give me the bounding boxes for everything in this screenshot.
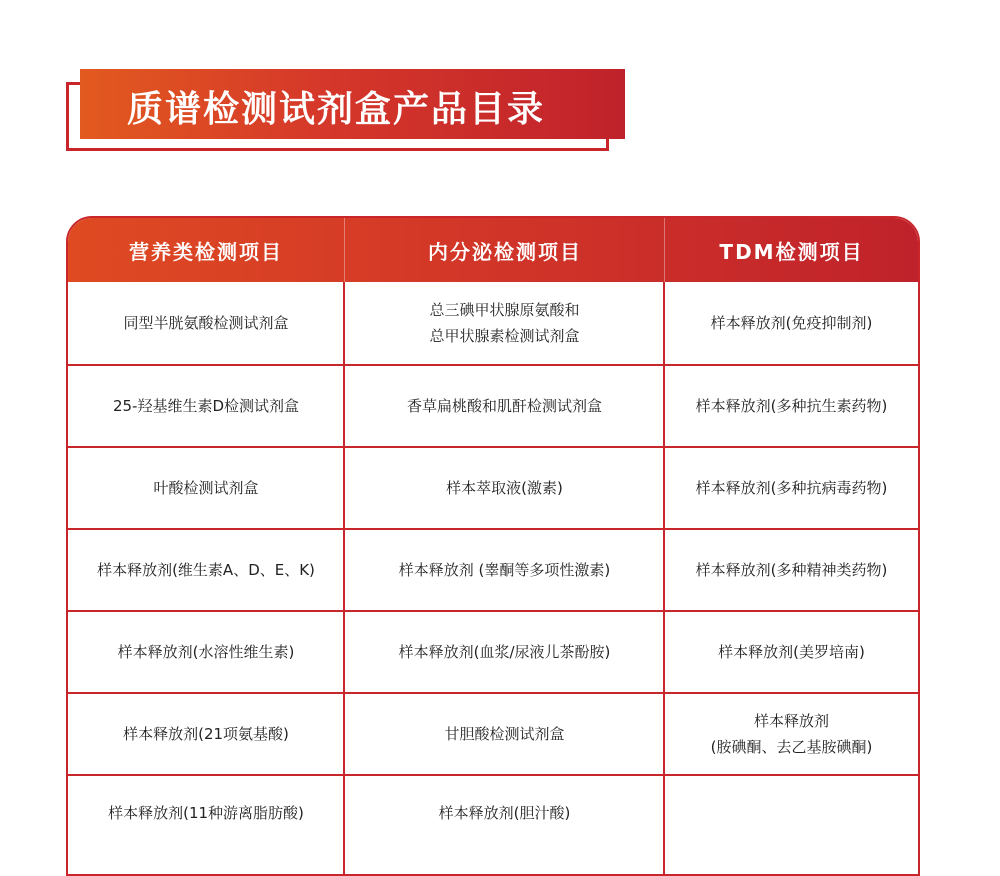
- table-cell-tdm: 样本释放剂(多种精神类药物): [695, 561, 888, 579]
- table-cell-nutrition: 样本释放剂(维生素A、D、E、K): [97, 561, 315, 579]
- column-header-nutrition: 营养类检测项目: [129, 239, 283, 264]
- column-divider: [663, 282, 665, 876]
- table-cell-tdm: 样本释放剂(多种抗病毒药物): [695, 479, 888, 497]
- column-header-endocrine: 内分泌检测项目: [428, 239, 582, 264]
- table-cell-nutrition: 叶酸检测试剂盒: [153, 479, 259, 497]
- table-header-row: [68, 218, 918, 282]
- table-cell-endocrine: 香草扁桃酸和肌酐检测试剂盒: [406, 397, 602, 415]
- row-divider: [68, 528, 918, 530]
- page-title: 质谱检测试剂盒产品目录: [127, 89, 546, 130]
- table-cell-tdm: [665, 776, 918, 850]
- table-cell-endocrine: 甘胆酸检测试剂盒: [444, 725, 565, 743]
- table-cell-tdm: 样本释放剂 (胺碘酮、去乙基胺碘酮): [710, 712, 873, 756]
- table-cell-nutrition: 25-羟基维生素D检测试剂盒: [112, 397, 300, 415]
- row-divider: [68, 774, 918, 776]
- table-cell-nutrition: 同型半胱氨酸检测试剂盒: [123, 314, 289, 332]
- table-cell-tdm: 样本释放剂(多种抗生素药物): [695, 397, 888, 415]
- row-divider: [68, 610, 918, 612]
- table-cell-endocrine: 样本释放剂(血浆/尿液儿茶酚胺): [398, 643, 611, 661]
- row-divider: [68, 692, 918, 694]
- table-cell-endocrine: 样本释放剂(胆汁酸): [438, 804, 571, 822]
- table-cell-nutrition: 样本释放剂(21项氨基酸): [123, 725, 289, 743]
- row-divider: [68, 364, 918, 366]
- table-cell-nutrition: 样本释放剂(11种游离脂肪酸): [108, 804, 304, 822]
- table-cell-endocrine: 样本萃取液(激素): [446, 479, 563, 497]
- table-cell-tdm: 样本释放剂(美罗培南): [718, 643, 865, 661]
- column-divider: [343, 282, 345, 876]
- table-cell-nutrition: 样本释放剂(水溶性维生素): [117, 643, 295, 661]
- product-catalog-table: [66, 216, 920, 876]
- column-header-tdm: TDM检测项目: [719, 239, 864, 264]
- table-cell-endocrine: 样本释放剂 (睾酮等多项性激素): [398, 561, 611, 579]
- row-divider: [68, 446, 918, 448]
- table-cell-endocrine: 总三碘甲状腺原氨酸和 总甲状腺素检测试剂盒: [429, 301, 580, 345]
- table-cell-tdm: 样本释放剂(免疫抑制剂): [710, 314, 873, 332]
